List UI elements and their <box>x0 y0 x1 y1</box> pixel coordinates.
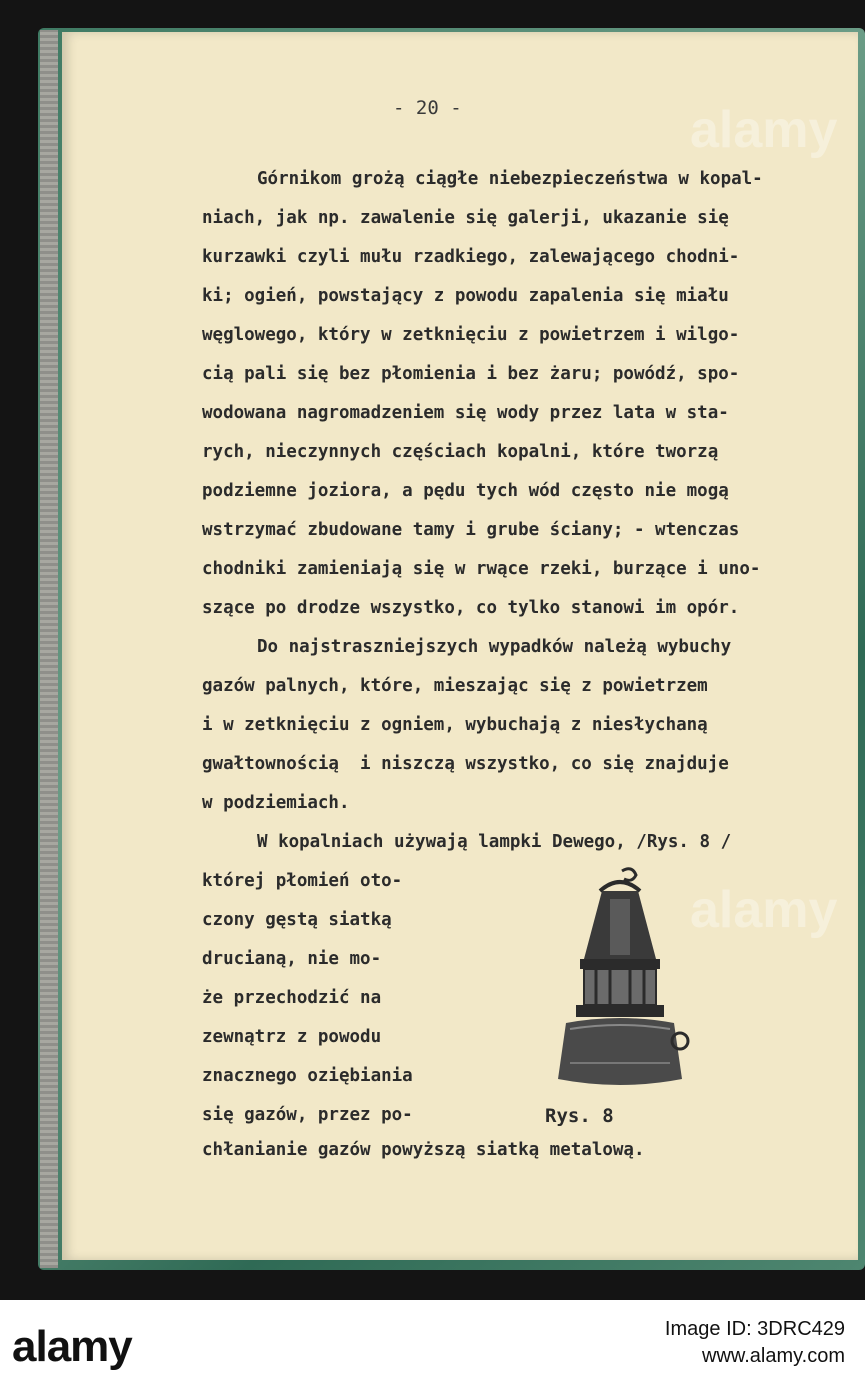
text-line: kurzawki czyli mułu rzadkiego, zalewającego chodni- <box>202 247 740 267</box>
watermark: alamy <box>690 101 838 159</box>
site-url[interactable]: www.alamy.com <box>702 1345 845 1367</box>
text-line: podziemne joziora, a pędu tych wód często nie mogą <box>202 481 729 501</box>
alamy-logo[interactable]: alamy <box>12 1322 132 1371</box>
text-line: gwałtownością i niszczą wszystko, co się znajduje <box>202 754 729 774</box>
footer-info <box>665 1318 845 1368</box>
watermark: alamy <box>690 881 838 939</box>
text-line: rych, nieczynnych częściach kopalni, które tworzą <box>202 442 719 462</box>
davy-lamp-illustration <box>540 863 700 1093</box>
image-id: Image ID: 3DRC429 <box>664 1318 845 1340</box>
text-line: znacznego oziębiania <box>202 1066 413 1086</box>
page-number: - 20 - <box>393 97 462 119</box>
text-line: w podziemiach. <box>202 793 350 813</box>
footer-bar <box>0 1300 865 1390</box>
figure-caption: Rys. 8 <box>545 1105 614 1127</box>
text-line: cią pali się bez płomienia i bez żaru; powódź, spo- <box>202 364 740 384</box>
text-line: Do najstraszniejszych wypadków należą wybuchy <box>257 637 732 657</box>
text-line: i w zetknięciu z ogniem, wybuchają z niesłychaną <box>202 715 708 735</box>
text-line: gazów palnych, które, mieszając się z powietrzem <box>202 676 708 696</box>
text-line: czony gęstą siatką <box>202 910 392 930</box>
text-line: ki; ogień, powstający z powodu zapalenia się miału <box>202 286 729 306</box>
text-line: chodniki zamieniają się w rwące rzeki, burzące i uno- <box>202 559 761 579</box>
text-line: wstrzymać zbudowane tamy i grube ściany; - wtenczas <box>202 520 740 540</box>
text-line: niach, jak np. zawalenie się galerji, ukazanie się <box>202 208 729 228</box>
text-line: drucianą, nie mo- <box>202 949 382 969</box>
text-line: Górnikom grożą ciągłe niebezpieczeństwa w kopal- <box>257 169 763 189</box>
text-line: której płomień oto- <box>202 871 403 891</box>
book-spine-cloth <box>40 30 58 1268</box>
text-line: zewnątrz z powodu <box>202 1027 382 1047</box>
text-line: że przechodzić na <box>202 988 382 1008</box>
text-line: chłanianie gazów powyższą siatką metalową. <box>202 1140 645 1160</box>
main-text <box>202 160 832 862</box>
text-line: szące po drodze wszystko, co tylko stanowi im opór. <box>202 598 740 618</box>
text-line: wodowana nagromadzeniem się wody przez lata w sta- <box>202 403 729 423</box>
text-line: węglowego, który w zetknięciu z powietrzem i wilgo- <box>202 325 740 345</box>
text-line: się gazów, przez po- <box>202 1105 413 1125</box>
text-line: W kopalniach używają lampki Dewego, /Rys. 8 / <box>257 832 732 852</box>
